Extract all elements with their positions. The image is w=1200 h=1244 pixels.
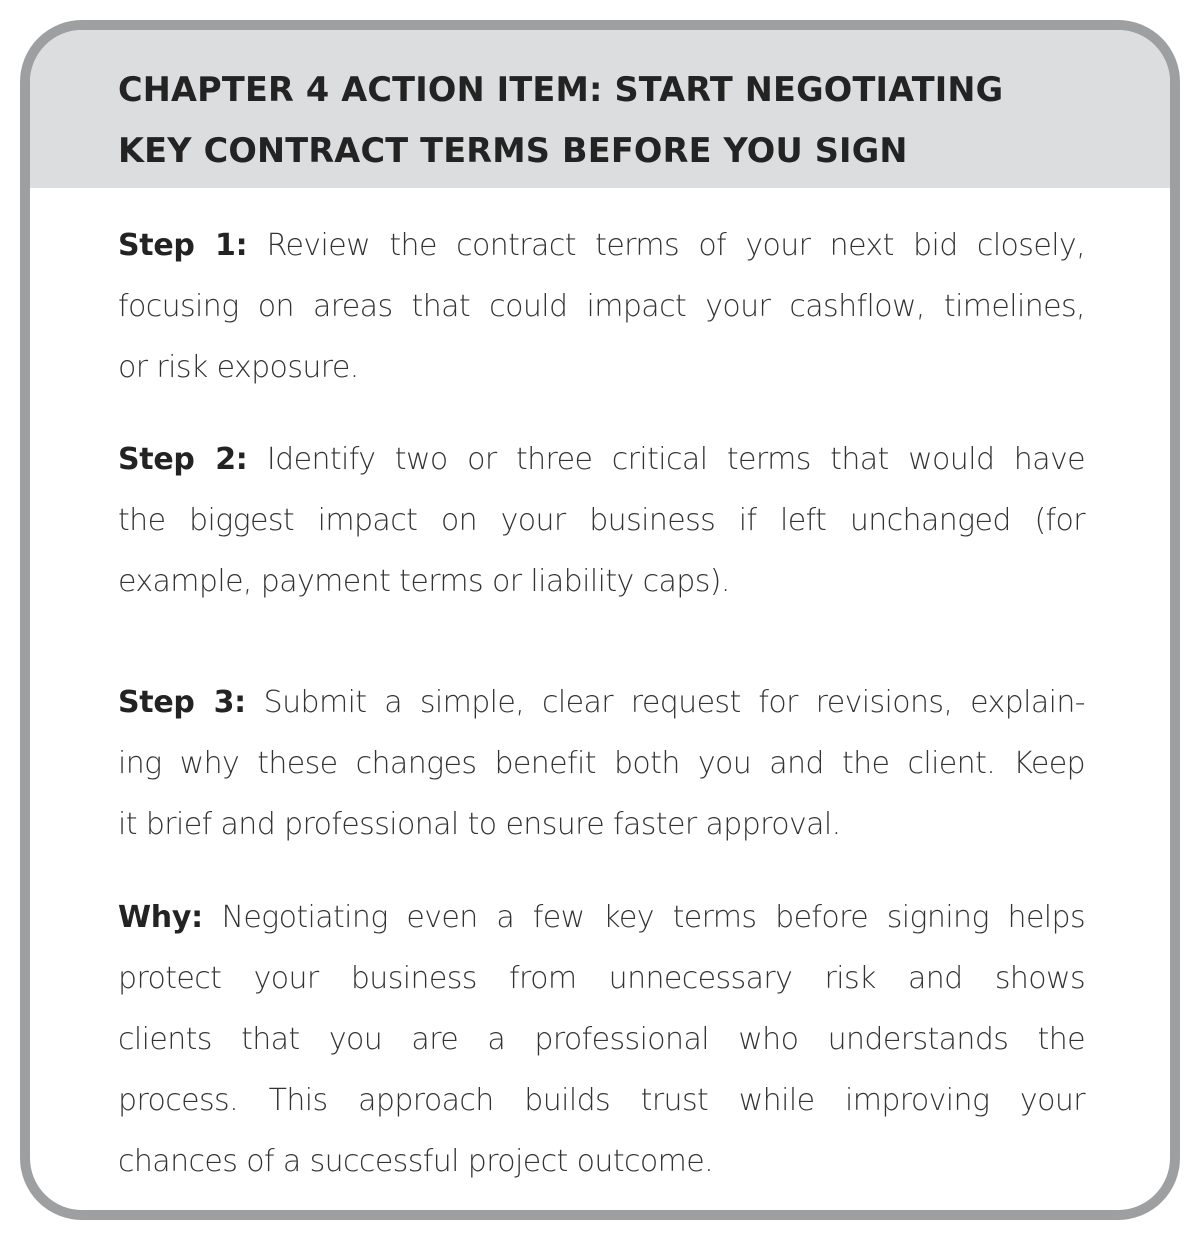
step-2-line-2: the biggest impact on your business if left unchanged (for [118, 503, 1085, 538]
why-line-2: protect your business from unnecessary risk and shows [118, 961, 1085, 996]
why-line-3: clients that you are a professional who understands the [118, 1022, 1085, 1057]
card-title-line-1: CHAPTER 4 ACTION ITEM: START NEGOTIATING [118, 70, 1004, 109]
step-2-line-1: Step 2: Identify two or three critical terms that would have [118, 442, 1086, 477]
why-label: Why: [118, 900, 203, 935]
why-line-1: Why: Negotiating even a few key terms before signing helps [118, 900, 1086, 935]
why-line-4: process. This approach builds trust while improving your [118, 1083, 1085, 1118]
step-3-line-3: it brief and professional to ensure faster approval. [118, 807, 841, 842]
card-header [30, 30, 1170, 188]
why-line-5: chances of a successful project outcome. [118, 1144, 714, 1179]
step-1-line-2: focusing on areas that could impact your cashflow, timelines, [118, 289, 1085, 324]
step-3-label: Step 3: [118, 685, 246, 720]
step-2-line-3: example, payment terms or liability caps). [118, 564, 730, 599]
step-1-line-1: Step 1: Review the contract terms of your next bid closely, [118, 228, 1086, 263]
step-1-label: Step 1: [118, 228, 248, 263]
step-3-line-1: Step 3: Submit a simple, clear request for revisions, explain- [118, 685, 1085, 720]
action-item-card [20, 20, 1180, 1220]
step-3-line-2: ing why these changes benefit both you and the client. Keep [118, 746, 1085, 781]
card-title-line-2: KEY CONTRACT TERMS BEFORE YOU SIGN [118, 131, 908, 170]
step-2-label: Step 2: [118, 442, 248, 477]
step-1-line-3: or risk exposure. [118, 350, 359, 385]
